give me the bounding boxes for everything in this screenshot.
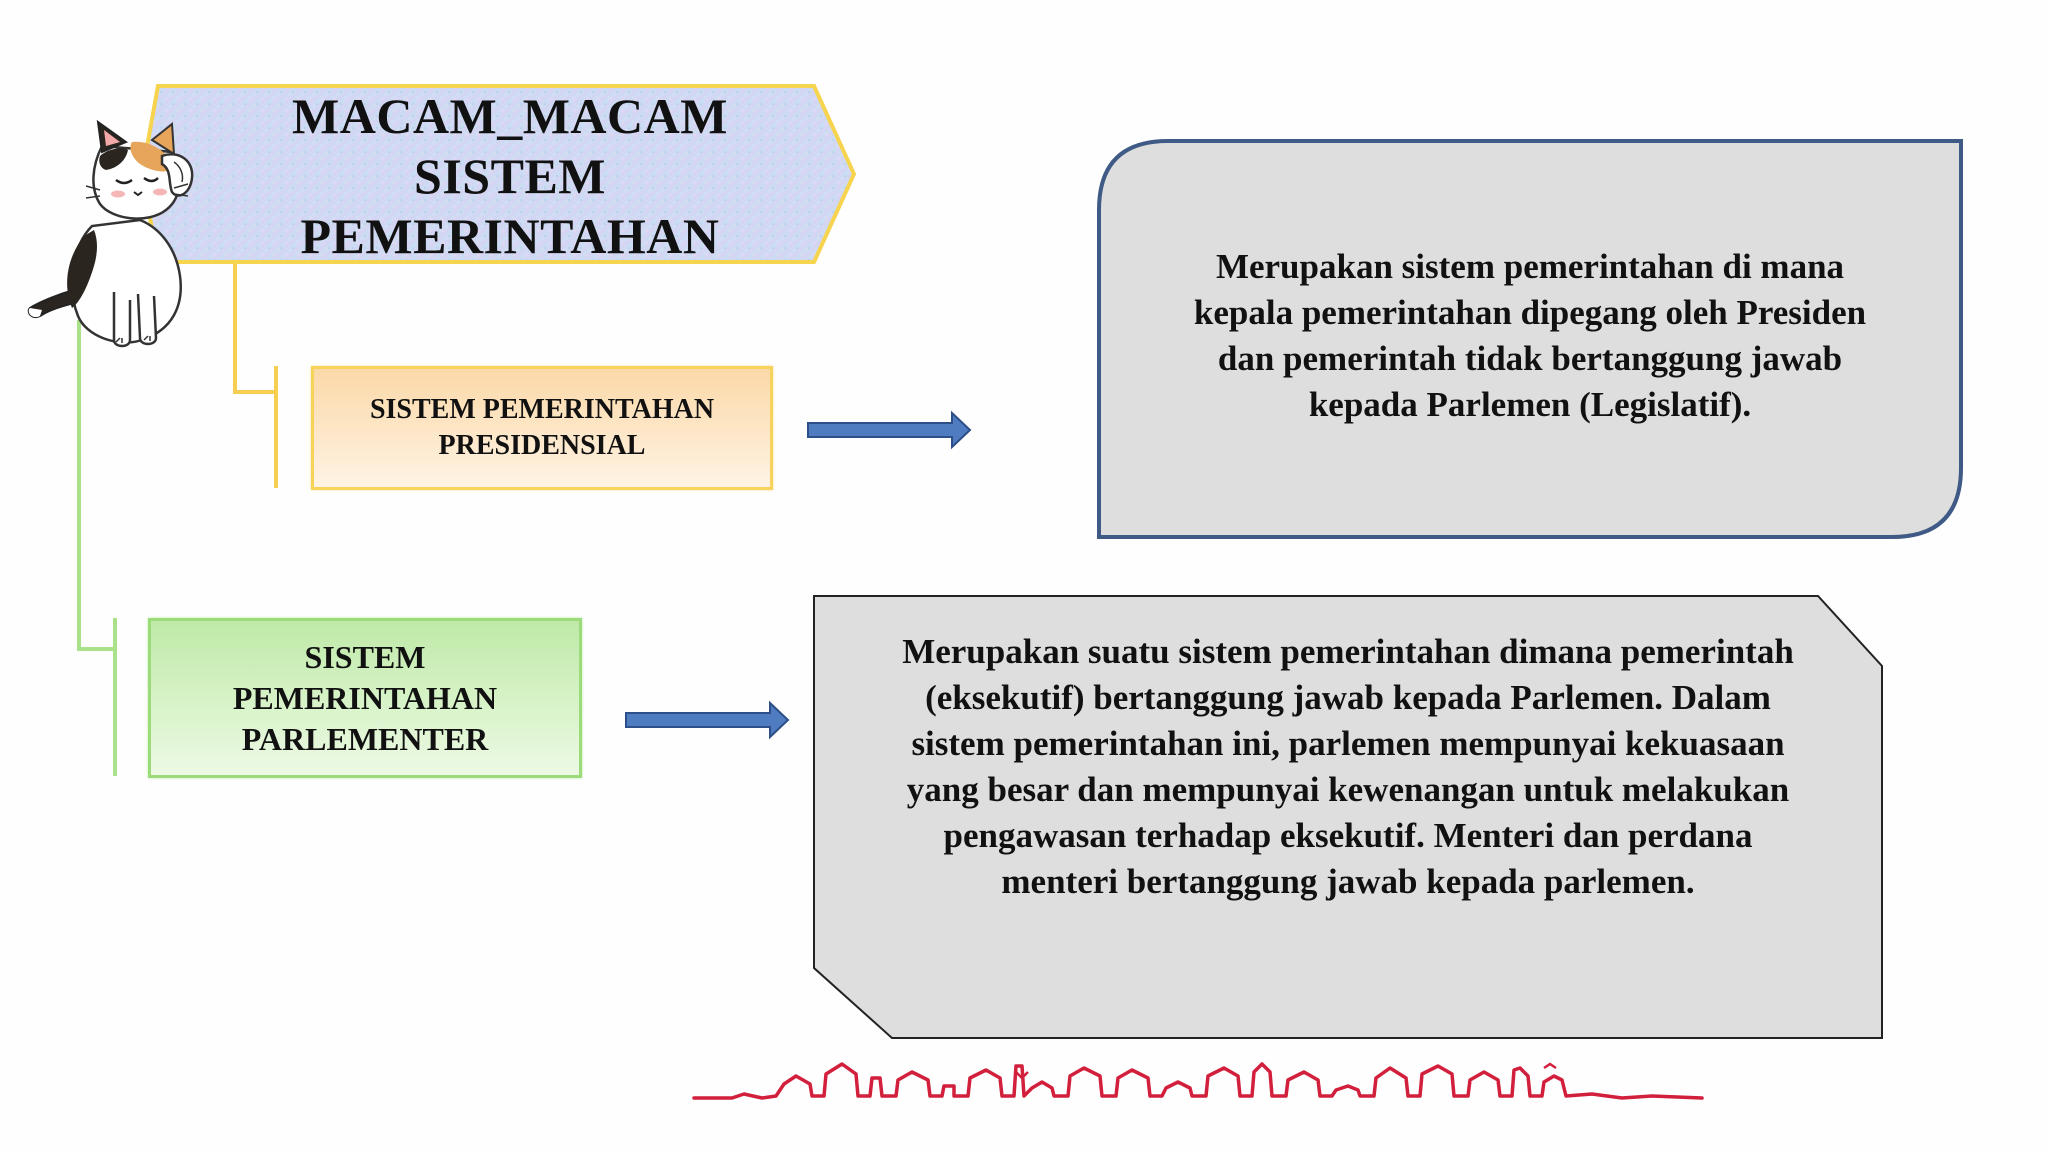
description-parlementer-line-2: (eksekutif) bertanggung jawab kepada Parlemen. Dalam — [925, 678, 1771, 717]
title-line-1: MACAM_MACAM — [292, 88, 728, 144]
description-text-presidensial — [1100, 236, 1960, 436]
category-label-parlementer-line-1: SISTEM — [304, 638, 426, 675]
connector-line-parlementer-bracket — [113, 618, 117, 776]
description-parlementer-line-5: pengawasan terhadap eksekutif. Menteri dan perdana — [943, 816, 1753, 855]
description-parlementer-line-1: Merupakan suatu sistem pemerintahan dimana pemerintah — [902, 632, 1794, 671]
calico-cat-icon — [22, 116, 228, 352]
description-presidensial-line-1: Merupakan sistem pemerintahan di mana — [1215, 247, 1845, 286]
description-presidensial-line-4: kepada Parlemen (Legislatif). — [1308, 385, 1752, 424]
category-label-presidensial-line-2: PRESIDENSIAL — [438, 430, 646, 461]
description-presidensial-line-3: dan pemerintah tidak bertanggung jawab — [1217, 339, 1843, 378]
category-label-presidensial-line-1: SISTEM PEMERINTAHAN — [369, 394, 715, 425]
category-box-presidensial — [311, 366, 773, 490]
connector-line-parlementer-vertical — [77, 320, 81, 650]
connector-line-parlementer-horizontal — [77, 647, 117, 651]
category-box-parlementer — [148, 618, 582, 778]
house-skyline-icon — [692, 1058, 1706, 1106]
description-parlementer-line-6: menteri bertanggung jawab kepada parlemen. — [1001, 862, 1695, 901]
description-text-parlementer — [818, 622, 1878, 912]
connector-line-presidensial-horizontal — [233, 390, 277, 394]
connector-line-presidensial-bracket — [274, 366, 278, 488]
title-line-2: SISTEM — [414, 148, 606, 204]
description-presidensial-line-2: kepala pemerintahan dipegang oleh Presiden — [1193, 293, 1867, 332]
title-line-3: PEMERINTAHAN — [300, 208, 720, 264]
arrow-right-icon — [806, 410, 972, 450]
description-parlementer-line-3: sistem pemerintahan ini, parlemen mempunyai kekuasaan — [911, 724, 1785, 763]
description-parlementer-line-4: yang besar dan mempunyai kewenangan untuk melakukan — [906, 770, 1790, 809]
page-title — [240, 86, 780, 266]
category-label-parlementer-line-2: PEMERINTAHAN — [232, 679, 498, 716]
connector-line-presidensial-vertical — [233, 248, 237, 394]
arrow-right-icon — [624, 700, 790, 740]
category-label-parlementer-line-3: PARLEMENTER — [241, 720, 489, 757]
